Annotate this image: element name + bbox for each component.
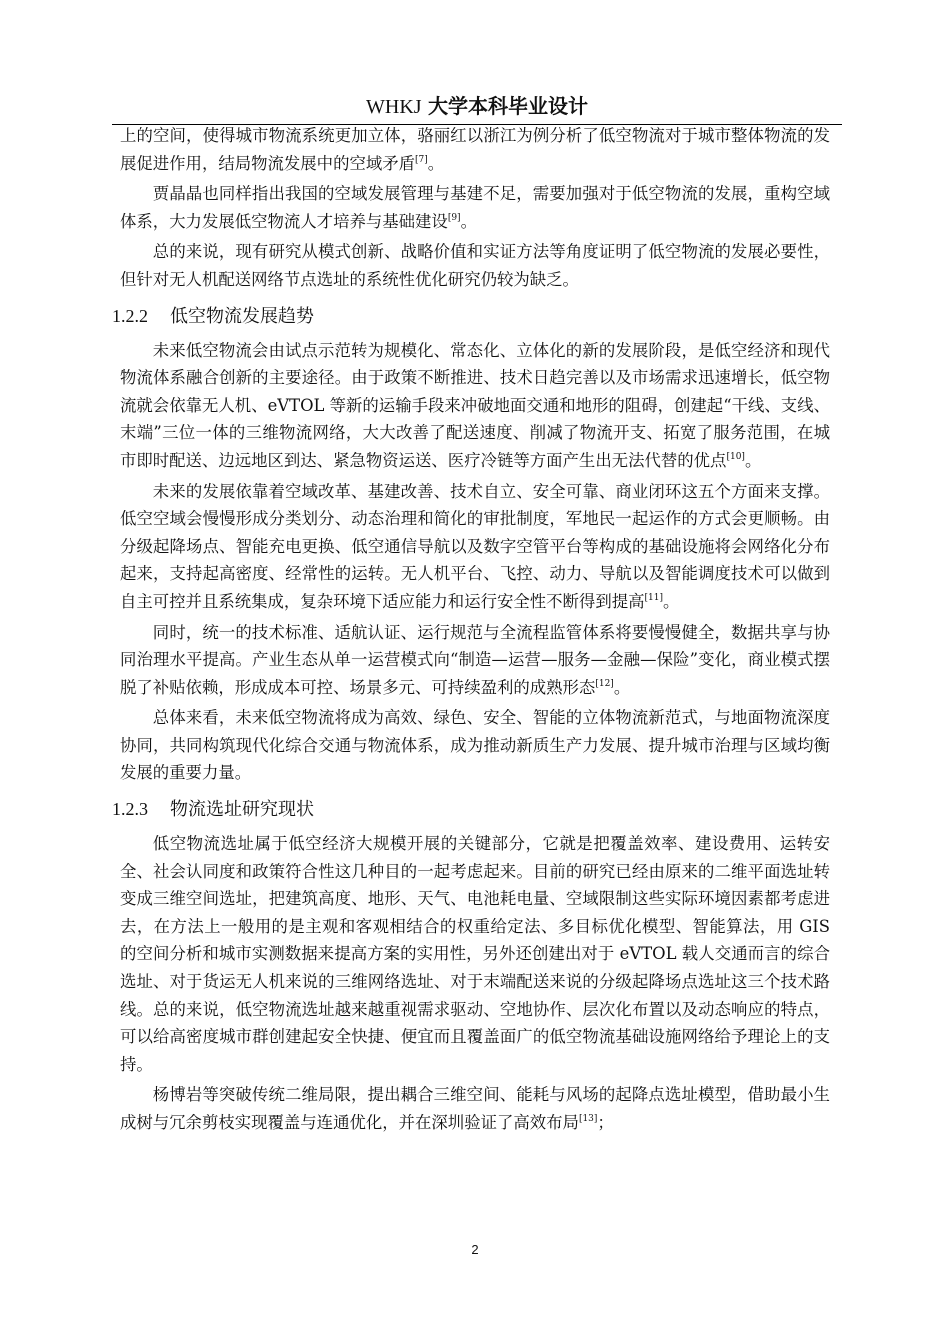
section-heading-1-2-2 bbox=[112, 302, 830, 331]
punctuation: 。 bbox=[427, 153, 445, 173]
paragraph-text: 未来的发展依靠着空域改革、基建改善、技术自立、安全可靠、商业闭环这五个方面来支撑。低空空域会慢慢形成分类划分、动态治理和简化的审批制度，军地民一起运作的方式会更顺畅。由分级起降场点、智能充电更换、低空通信导航以及数字空管平台等构成的基础设施将会网络化分布起来，支持起高密度、经常性的运转。无人机平台、飞控、动力、导航以及智能调度技术可以做到自主可控并且系统集成，复杂环境下适应能力和运行安全性不断得到提高 bbox=[120, 481, 830, 611]
citation: [13] bbox=[578, 1114, 598, 1124]
paragraph: 总的来说，现有研究从模式创新、战略价值和实证方法等角度证明了低空物流的发展必要性，但针对无人机配送网络节点选址的系统性优化研究仍较为缺乏。 bbox=[120, 242, 830, 289]
section-number: 1.2.2 bbox=[112, 305, 148, 326]
section-title: 低空物流发展趋势 bbox=[170, 305, 314, 327]
page-number: 2 bbox=[471, 1242, 479, 1257]
paragraph bbox=[120, 337, 830, 475]
citation: [11] bbox=[644, 592, 663, 603]
section-number: 1.2.3 bbox=[112, 799, 148, 820]
paragraph bbox=[120, 1081, 830, 1136]
punctuation: 。 bbox=[744, 450, 762, 470]
header-title: 大学本科毕业设计 bbox=[427, 94, 588, 118]
punctuation: 。 bbox=[662, 591, 680, 611]
paragraph-text: 杨博岩等突破传统二维局限，提出耦合三维空间、能耗与风场的起降点选址模型，借助最小生成树与冗余剪枝实现覆盖与连通优化，并在深圳验证了高效布局 bbox=[120, 1085, 830, 1132]
section-heading-1-2-3 bbox=[112, 795, 830, 824]
paragraph bbox=[120, 180, 830, 235]
paragraph: 低空物流选址属于低空经济大规模开展的关键部分，它就是把覆盖效率、建设费用、运转安全、社会认同度和政策符合性这几种目的一起考虑起来。目前的研究已经由原来的二维平面选址转变成三维空间选址，把建筑高度、地形、天气、电池耗电量、空域限制这些实际环境因素都考虑进去，在方法上一般用的是主观和客观相结合的权重给定法、多目标优化模型、智能算法，用 GIS 的空间分析和城市实测数据来提高方案的实用性，另外还创建出对于 eVTOL 载人交通而言的综合选址、对于货运无人机来说的三维网络选址、对于末端配送来说的分级起降场点选址这三个技术路线。总的来说，低空物流选址越来越重视需求驱动、空地协作、层次化布置以及动态响应的特点，可以给高密度城市群创建起安全快捷、便宜而且覆盖面广的低空物流基础设施网络给予理论上的支持。 bbox=[120, 834, 830, 1074]
citation: [9] bbox=[447, 212, 461, 223]
paragraph-text: 未来低空物流会由试点示范转为规模化、常态化、立体化的新的发展阶段，是低空经济和现代物流体系融合创新的主要途径。由于政策不断推进、技术日趋完善以及市场需求迅速增长，低空物流就会依靠无人机、eVTOL 等新的运输手段来冲破地面交通和地形的阻碍，创建起“干线、支线、末端”三位一体的三维物流网络，大大改善了配送速度、削减了物流开支、拓宽了服务范围，在城市即时配送、边远地区到达、紧急物资运送、医疗冷链等方面产生出无法代替的优点 bbox=[120, 340, 830, 470]
paragraph bbox=[120, 619, 830, 702]
section-title: 物流选址研究现状 bbox=[170, 799, 314, 821]
header-latin-text: WHKJ bbox=[366, 96, 422, 118]
paragraph-text: 同时，统一的技术标准、适航认证、运行规范与全流程监管体系将要慢慢健全，数据共享与协同治理水平提高。产业生态从单一运营模式向“制造—运营—服务—金融—保险”变化，商业模式摆脱了补贴依赖，形成成本可控、场景多元、可持续盈利的成熟形态 bbox=[120, 622, 830, 697]
page-header bbox=[112, 92, 842, 126]
punctuation: 。 bbox=[460, 211, 477, 231]
paragraph bbox=[120, 478, 830, 616]
paragraph-text: 贾晶晶也同样指出我国的空域发展管理与基建不足，需要加强对于低空物流的发展，重构空域体系，大力发展低空物流人才培养与基础建设 bbox=[120, 184, 830, 231]
punctuation: ； bbox=[597, 1113, 614, 1132]
punctuation: 。 bbox=[613, 677, 631, 697]
body-text bbox=[112, 122, 830, 1137]
citation: [10] bbox=[726, 451, 745, 462]
paragraph-text: 上的空间，使得城市物流系统更加立体，骆丽红以浙江为例分析了低空物流对于城市整体物流的发展促进作用，结局物流发展中的空域矛盾 bbox=[120, 126, 830, 173]
citation: [7] bbox=[415, 154, 428, 165]
citation: [12] bbox=[595, 678, 614, 689]
paragraph bbox=[120, 122, 830, 177]
paragraph: 总体来看，未来低空物流将成为高效、绿色、安全、智能的立体物流新范式，与地面物流深度协同，共同构筑现代化综合交通与物流体系，成为推动新质生产力发展、提升城市治理与区域均衡发展的重要力量。 bbox=[120, 708, 830, 783]
